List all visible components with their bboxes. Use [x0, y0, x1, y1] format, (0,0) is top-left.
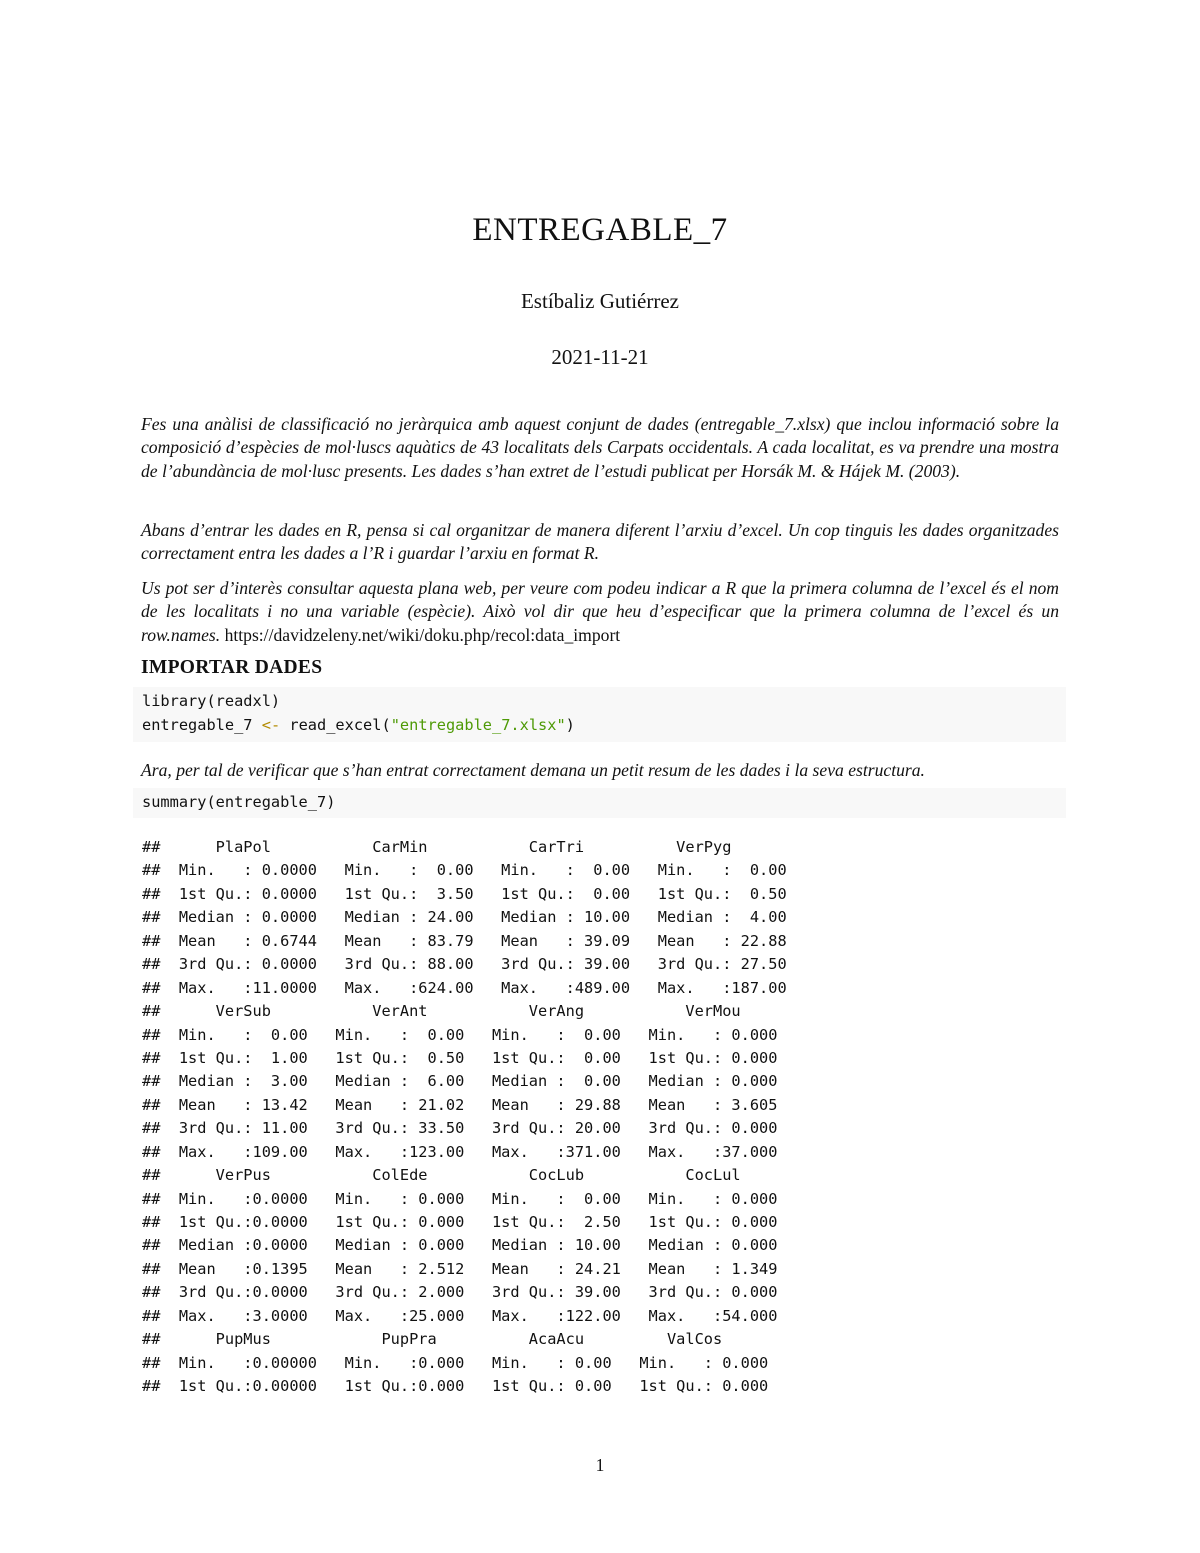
- output-line: ## Mean : 0.6744 Mean : 83.79 Mean : 39.09 Mean : 22.88: [142, 931, 806, 950]
- output-line: ## Max. :3.0000 Max. :25.000 Max. :122.00 Max. :54.000: [142, 1306, 796, 1325]
- reference-text: Us pot ser d’interès consultar aquesta plana web, per veure com podeu indicar a R que la primera columna de l’excel és el nom de les localitats i no una variable (espècie). Això vol dir que heu d’especificar que la primera columna de l’excel és un row.names.: [141, 578, 1059, 645]
- output-line: ## Median : 3.00 Median : 6.00 Median : 0.00 Median : 0.000: [142, 1072, 796, 1091]
- document-author: Estíbaliz Gutiérrez: [520, 289, 679, 313]
- code-block-summary: [133, 788, 1066, 818]
- output-line: ## PlaPol CarMin CarTri VerPyg: [142, 838, 778, 856]
- output-line: ## Max. :109.00 Max. :123.00 Max. :371.00 Max. :37.000: [142, 1142, 796, 1161]
- code-close-paren: ): [565, 716, 575, 734]
- output-line: ## Min. : 0.00 Min. : 0.00 Min. : 0.00 Min. : 0.000: [142, 1025, 796, 1044]
- code-line-read-excel: [142, 716, 575, 734]
- output-line: ## 1st Qu.: 1.00 1st Qu.: 0.50 1st Qu.: 0.00 1st Qu.: 0.000: [142, 1048, 796, 1067]
- page-number: 1: [595, 1455, 605, 1475]
- output-line: ## Max. :11.0000 Max. :624.00 Max. :489.00 Max. :187.00: [142, 978, 806, 997]
- code-line-library: library(readxl): [142, 692, 281, 710]
- code-line-summary: summary(entregable_7): [142, 793, 336, 811]
- output-line: ## 1st Qu.:0.0000 1st Qu.: 0.000 1st Qu.: 2.50 1st Qu.: 0.000: [142, 1213, 796, 1231]
- code-variable: entregable_7: [142, 716, 253, 734]
- output-line: ## Mean :0.1395 Mean : 2.512 Mean : 24.21 Mean : 1.349: [142, 1259, 796, 1278]
- output-line: ## 3rd Qu.: 11.00 3rd Qu.: 33.50 3rd Qu.: 20.00 3rd Qu.: 0.000: [142, 1119, 796, 1138]
- output-line: ## Median :0.0000 Median : 0.000 Median : 10.00 Median : 0.000: [142, 1236, 796, 1255]
- output-line: ## Mean : 13.42 Mean : 21.02 Mean : 29.88 Mean : 3.605: [142, 1095, 796, 1114]
- output-line: ## Min. :0.00000 Min. :0.000 Min. : 0.00 Min. : 0.000: [142, 1353, 787, 1372]
- reference-paragraph: [141, 577, 1059, 647]
- summary-output: [142, 836, 805, 1399]
- output-line: ## VerPus ColEde CocLub CocLul: [142, 1166, 787, 1185]
- output-line: ## VerSub VerAnt VerAng VerMou: [142, 1002, 787, 1021]
- output-line: ## 1st Qu.: 0.0000 1st Qu.: 3.50 1st Qu.: 0.00 1st Qu.: 0.50: [142, 884, 806, 903]
- output-line: ## Min. :0.0000 Min. : 0.000 Min. : 0.00 Min. : 0.000: [142, 1189, 796, 1208]
- reference-link[interactable]: https://davidzeleny.net/wiki/doku.php/recol:data_import: [224, 624, 621, 645]
- verify-paragraph: Ara, per tal de verificar que s’han entrat correctament demana un petit resum de les dades i la seva estructura.: [141, 760, 925, 780]
- section-heading-importar-dades: IMPORTAR DADES: [141, 657, 323, 678]
- intro-paragraph: Fes una anàlisi de classificació no jeràrquica amb aquest conjunt de dades (entregable_7.xlsx) que inclou informació sobre la composició d’espècies de mol·luscs aquàtics de 43 localitats dels Carpats occidentals. A cada localitat, es va prendre una mostra de l’abundància de mol·lusc presents. Les dades s’han extret de l’estudi publicat per Horsák M. & Hájek M. (2003).: [141, 414, 1059, 481]
- code-block-import: [133, 687, 1066, 742]
- output-line: ## 3rd Qu.: 0.0000 3rd Qu.: 88.00 3rd Qu.: 39.00 3rd Qu.: 27.50: [142, 955, 806, 974]
- document-title: ENTREGABLE_7: [472, 212, 728, 248]
- output-line: ## PupMus PupPra AcaAcu ValCos: [142, 1330, 769, 1349]
- output-line: ## 3rd Qu.:0.0000 3rd Qu.: 2.000 3rd Qu.: 39.00 3rd Qu.: 0.000: [142, 1283, 796, 1302]
- document-date: 2021-11-21: [551, 345, 649, 369]
- instructions-paragraph: Abans d’entrar les dades en R, pensa si cal organitzar de manera diferent l’arxiu d’excel. Un cop tinguis les dades organitzades correctament entra les dades a l’R i guardar l’arxiu en format R.: [141, 520, 1059, 564]
- output-line: ## Median : 0.0000 Median : 24.00 Median : 10.00 Median : 4.00: [142, 908, 806, 927]
- code-string: "entregable_7.xlsx": [390, 716, 566, 734]
- output-line: ## Min. : 0.0000 Min. : 0.00 Min. : 0.00 Min. : 0.00: [142, 861, 806, 880]
- code-function: read_excel(: [289, 716, 391, 734]
- code-assign-operator: <-: [261, 716, 281, 734]
- output-line: ## 1st Qu.:0.00000 1st Qu.:0.000 1st Qu.: 0.00 1st Qu.: 0.000: [142, 1377, 787, 1396]
